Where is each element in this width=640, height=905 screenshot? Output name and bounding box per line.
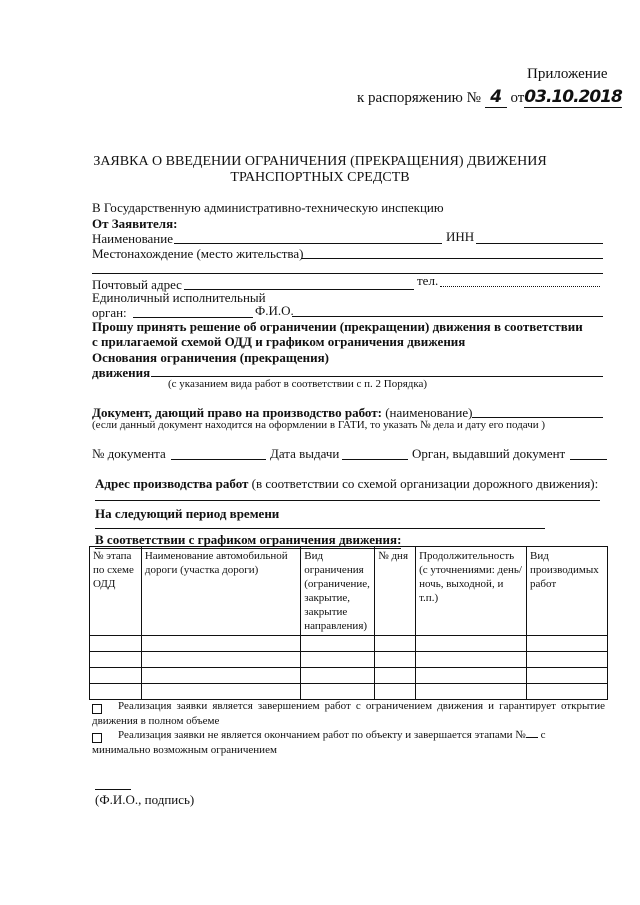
location-label: Местонахождение (место жительства) bbox=[92, 246, 304, 261]
executive-field[interactable] bbox=[133, 317, 253, 318]
order-prefix: к распоряжению № bbox=[357, 90, 481, 106]
executive-label-2: орган: bbox=[92, 305, 127, 320]
order-date: 03.10.2018 bbox=[524, 87, 622, 107]
table-row[interactable] bbox=[90, 684, 608, 700]
doc-name-field[interactable] bbox=[472, 417, 603, 418]
issuer-field[interactable] bbox=[570, 459, 607, 460]
phone-field[interactable] bbox=[440, 286, 600, 287]
postal-label: Почтовый адрес bbox=[92, 277, 182, 292]
doc-label-bold: Документ, дающий право на производство работ: bbox=[92, 405, 382, 420]
appendix-label: Приложение bbox=[527, 66, 608, 82]
movement-label: движения bbox=[92, 365, 151, 380]
option2-text-b: с минимально возможным ограничением bbox=[92, 729, 546, 756]
from-applicant: От Заявителя: bbox=[92, 216, 178, 231]
signature-field[interactable] bbox=[95, 789, 131, 790]
table-row[interactable] bbox=[90, 668, 608, 684]
schedule-table bbox=[89, 546, 608, 700]
order-from: от bbox=[510, 90, 525, 106]
doc-label-rest: (наименование) bbox=[385, 405, 473, 420]
next-period-field[interactable] bbox=[95, 528, 545, 529]
order-number: 4 bbox=[485, 87, 507, 108]
issue-date-field[interactable] bbox=[342, 459, 408, 460]
document-title-line1: ЗАЯВКА О ВВЕДЕНИИ ОГРАНИЧЕНИЯ (ПРЕКРАЩЕНИЯ) ДВИЖЕНИЯ bbox=[93, 154, 547, 169]
header-duration: Продолжительность (с уточнениями: день/ночь, выходной, и т.п.) bbox=[416, 547, 527, 636]
table-row[interactable] bbox=[90, 652, 608, 668]
option2-text-a: Реализация заявки не является окончанием работ по объекту и завершается этапами № bbox=[118, 729, 526, 741]
inn-label: ИНН bbox=[446, 229, 475, 244]
grounds-field[interactable] bbox=[151, 376, 603, 377]
address-label-rest: (в соответствии со схемой организации дорожного движения): bbox=[251, 476, 599, 491]
issue-date-label: Дата выдачи bbox=[270, 446, 340, 461]
header-stage-number: № этапа по схеме ОДД bbox=[90, 547, 142, 636]
fio-label: Ф.И.О. bbox=[255, 303, 294, 318]
location-field[interactable] bbox=[301, 258, 603, 259]
doc-number-label: № документа bbox=[92, 446, 166, 461]
option1-text: Реализация заявки является завершением работ с ограничением движения и гарантирует открытие движения в полном объеме bbox=[92, 700, 605, 727]
next-period-label: На следующий период времени bbox=[95, 506, 280, 521]
addressee: В Государственную административно-техническую инспекцию bbox=[92, 200, 444, 215]
doc-hint: (если данный документ находится на оформлении в ГАТИ, то указать № дела и дату его подачи ) bbox=[92, 419, 546, 431]
location-field-continued[interactable] bbox=[92, 273, 603, 274]
grounds-hint: (с указанием вида работ в соответствии с п. 2 Порядка) bbox=[168, 378, 428, 390]
doc-number-field[interactable] bbox=[171, 459, 266, 460]
address-label-bold: Адрес производства работ bbox=[95, 476, 249, 491]
table-header-row bbox=[90, 547, 608, 636]
name-field[interactable] bbox=[174, 243, 442, 244]
grounds-label: Основания ограничения (прекращения) bbox=[92, 350, 329, 365]
inn-field[interactable] bbox=[476, 243, 603, 244]
document-title-line2: ТРАНСПОРТНЫХ СРЕДСТВ bbox=[230, 170, 410, 185]
issuer-label: Орган, выдавший документ bbox=[412, 446, 566, 461]
header-restriction-type: Вид ограничения (ограничение, закрытие, закрытие направления) bbox=[301, 547, 375, 636]
order-reference bbox=[357, 87, 622, 108]
table-row[interactable] bbox=[90, 636, 608, 652]
fio-field[interactable] bbox=[292, 316, 603, 317]
executive-label-1: Единоличный исполнительный bbox=[92, 290, 266, 305]
address-label bbox=[95, 476, 598, 492]
header-work-type: Вид производимых работ bbox=[527, 547, 608, 636]
name-label: Наименование bbox=[92, 231, 173, 246]
option2-text bbox=[92, 728, 605, 758]
schedule-label: В соответствии с графиком ограничения движения: bbox=[95, 532, 402, 547]
phone-label: тел. bbox=[417, 273, 439, 288]
request-line2: с прилагаемой схемой ОДД и графиком ограничения движения bbox=[92, 334, 466, 349]
request-line1: Прошу принять решение об ограничении (прекращении) движения в соответствии bbox=[92, 319, 583, 334]
signature-label: (Ф.И.О., подпись) bbox=[95, 792, 195, 807]
address-field[interactable] bbox=[95, 500, 600, 501]
header-road-name: Наименование автомобильной дороги (участка дороги) bbox=[141, 547, 300, 636]
stages-field[interactable] bbox=[526, 737, 538, 738]
header-day-number: № дня bbox=[375, 547, 416, 636]
